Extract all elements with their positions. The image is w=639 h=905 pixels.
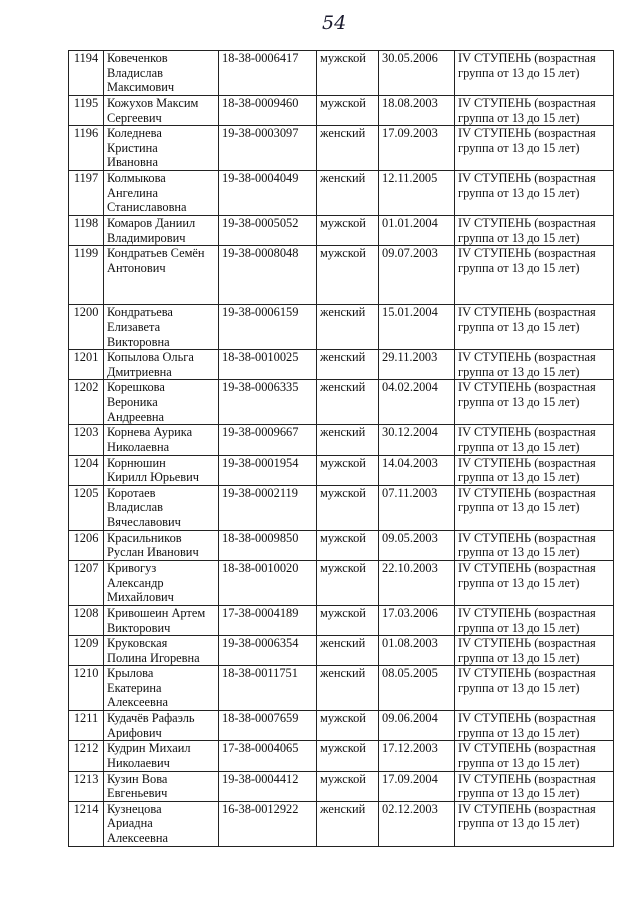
gender: женский — [317, 425, 379, 455]
birth-date: 04.02.2004 — [379, 380, 455, 425]
uin-id: 18-38-0010025 — [219, 350, 317, 380]
age-group: IV СТУПЕНЬ (возрастная группа от 13 до 15 лет) — [455, 126, 614, 171]
birth-date: 02.12.2003 — [379, 801, 455, 846]
table-row — [69, 801, 614, 846]
table-row — [69, 425, 614, 455]
row-number: 1199 — [69, 246, 104, 305]
uin-id: 18-38-0009460 — [219, 96, 317, 126]
gender: женский — [317, 171, 379, 216]
row-number: 1198 — [69, 216, 104, 246]
row-number: 1213 — [69, 771, 104, 801]
gender: мужской — [317, 51, 379, 96]
birth-date: 29.11.2003 — [379, 350, 455, 380]
age-group: IV СТУПЕНЬ (возрастная группа от 13 до 15 лет) — [455, 530, 614, 560]
table-row — [69, 741, 614, 771]
gender: мужской — [317, 530, 379, 560]
birth-date: 01.08.2003 — [379, 636, 455, 666]
uin-id: 19-38-0004049 — [219, 171, 317, 216]
birth-date: 09.06.2004 — [379, 711, 455, 741]
full-name: Кондратьев Семён Антонович — [104, 246, 219, 305]
uin-id: 19-38-0004412 — [219, 771, 317, 801]
gender: женский — [317, 350, 379, 380]
age-group: IV СТУПЕНЬ (возрастная группа от 13 до 15 лет) — [455, 605, 614, 635]
table-row — [69, 305, 614, 350]
full-name: Крылова Екатерина Алексеевна — [104, 666, 219, 711]
full-name: Кожухов Максим Сергеевич — [104, 96, 219, 126]
age-group: IV СТУПЕНЬ (возрастная группа от 13 до 15 лет) — [455, 425, 614, 455]
table-row — [69, 530, 614, 560]
table-row — [69, 485, 614, 530]
row-number: 1201 — [69, 350, 104, 380]
uin-id: 17-38-0004065 — [219, 741, 317, 771]
uin-id: 19-38-0003097 — [219, 126, 317, 171]
uin-id: 19-38-0008048 — [219, 246, 317, 305]
uin-id: 18-38-0011751 — [219, 666, 317, 711]
table-row — [69, 455, 614, 485]
age-group: IV СТУПЕНЬ (возрастная группа от 13 до 15 лет) — [455, 801, 614, 846]
uin-id: 16-38-0012922 — [219, 801, 317, 846]
full-name: Корнева Аурика Николаевна — [104, 425, 219, 455]
row-number: 1200 — [69, 305, 104, 350]
gender: женский — [317, 636, 379, 666]
table-row — [69, 216, 614, 246]
uin-id: 17-38-0004189 — [219, 605, 317, 635]
age-group: IV СТУПЕНЬ (возрастная группа от 13 до 15 лет) — [455, 51, 614, 96]
gender: мужской — [317, 741, 379, 771]
full-name: Кузин Вова Евгеньевич — [104, 771, 219, 801]
birth-date: 09.05.2003 — [379, 530, 455, 560]
uin-id: 18-38-0006417 — [219, 51, 317, 96]
age-group: IV СТУПЕНЬ (возрастная группа от 13 до 15 лет) — [455, 771, 614, 801]
uin-id: 19-38-0006354 — [219, 636, 317, 666]
age-group: IV СТУПЕНЬ (возрастная группа от 13 до 15 лет) — [455, 636, 614, 666]
gender: женский — [317, 380, 379, 425]
gender: мужской — [317, 246, 379, 305]
age-group: IV СТУПЕНЬ (возрастная группа от 13 до 15 лет) — [455, 380, 614, 425]
full-name: Кривошеин Артем Викторович — [104, 605, 219, 635]
birth-date: 12.11.2005 — [379, 171, 455, 216]
gender: мужской — [317, 711, 379, 741]
table-row — [69, 771, 614, 801]
gender: мужской — [317, 560, 379, 605]
uin-id: 19-38-0009667 — [219, 425, 317, 455]
table-row — [69, 711, 614, 741]
age-group: IV СТУПЕНЬ (возрастная группа от 13 до 15 лет) — [455, 350, 614, 380]
table-row — [69, 605, 614, 635]
uin-id: 19-38-0006335 — [219, 380, 317, 425]
age-group: IV СТУПЕНЬ (возрастная группа от 13 до 15 лет) — [455, 485, 614, 530]
table-row — [69, 126, 614, 171]
table-body — [69, 51, 614, 847]
birth-date: 17.03.2006 — [379, 605, 455, 635]
row-number: 1210 — [69, 666, 104, 711]
row-number: 1206 — [69, 530, 104, 560]
table-row — [69, 380, 614, 425]
full-name: Коротаев Владислав Вячеславович — [104, 485, 219, 530]
age-group: IV СТУПЕНЬ (возрастная группа от 13 до 15 лет) — [455, 305, 614, 350]
full-name: Коледнева Кристина Ивановна — [104, 126, 219, 171]
row-number: 1194 — [69, 51, 104, 96]
birth-date: 18.08.2003 — [379, 96, 455, 126]
table-row — [69, 171, 614, 216]
row-number: 1207 — [69, 560, 104, 605]
row-number: 1196 — [69, 126, 104, 171]
birth-date: 08.05.2005 — [379, 666, 455, 711]
row-number: 1208 — [69, 605, 104, 635]
full-name: Кондратьева Елизавета Викторовна — [104, 305, 219, 350]
gender: женский — [317, 666, 379, 711]
full-name: Корнюшин Кирилл Юрьевич — [104, 455, 219, 485]
full-name: Кривогуз Александр Михайлович — [104, 560, 219, 605]
row-number: 1214 — [69, 801, 104, 846]
birth-date: 22.10.2003 — [379, 560, 455, 605]
full-name: Копылова Ольга Дмитриевна — [104, 350, 219, 380]
row-number: 1209 — [69, 636, 104, 666]
full-name: Кудачёв Рафаэль Арифович — [104, 711, 219, 741]
uin-id: 19-38-0006159 — [219, 305, 317, 350]
age-group: IV СТУПЕНЬ (возрастная группа от 13 до 15 лет) — [455, 171, 614, 216]
age-group: IV СТУПЕНЬ (возрастная группа от 13 до 15 лет) — [455, 96, 614, 126]
row-number: 1195 — [69, 96, 104, 126]
gender: мужской — [317, 216, 379, 246]
gender: мужской — [317, 96, 379, 126]
row-number: 1205 — [69, 485, 104, 530]
birth-date: 15.01.2004 — [379, 305, 455, 350]
gender: женский — [317, 801, 379, 846]
gender: мужской — [317, 455, 379, 485]
age-group: IV СТУПЕНЬ (возрастная группа от 13 до 15 лет) — [455, 455, 614, 485]
full-name: Круковская Полина Игоревна — [104, 636, 219, 666]
birth-date: 17.09.2003 — [379, 126, 455, 171]
uin-id: 19-38-0002119 — [219, 485, 317, 530]
age-group: IV СТУПЕНЬ (возрастная группа от 13 до 15 лет) — [455, 741, 614, 771]
gender: женский — [317, 305, 379, 350]
gender: мужской — [317, 771, 379, 801]
table-row — [69, 350, 614, 380]
uin-id: 18-38-0010020 — [219, 560, 317, 605]
gender: мужской — [317, 485, 379, 530]
page-number: 54 — [322, 12, 347, 34]
table-row — [69, 636, 614, 666]
uin-id: 18-38-0007659 — [219, 711, 317, 741]
birth-date: 09.07.2003 — [379, 246, 455, 305]
birth-date: 14.04.2003 — [379, 455, 455, 485]
uin-id: 18-38-0009850 — [219, 530, 317, 560]
full-name: Корешкова Вероника Андреевна — [104, 380, 219, 425]
birth-date: 30.05.2006 — [379, 51, 455, 96]
row-number: 1203 — [69, 425, 104, 455]
table-row — [69, 246, 614, 305]
birth-date: 07.11.2003 — [379, 485, 455, 530]
birth-date: 01.01.2004 — [379, 216, 455, 246]
full-name: Комаров Даниил Владимирович — [104, 216, 219, 246]
gender: мужской — [317, 605, 379, 635]
row-number: 1202 — [69, 380, 104, 425]
full-name: Ковеченков Владислав Максимович — [104, 51, 219, 96]
uin-id: 19-38-0005052 — [219, 216, 317, 246]
gender: женский — [317, 126, 379, 171]
age-group: IV СТУПЕНЬ (возрастная группа от 13 до 15 лет) — [455, 711, 614, 741]
row-number: 1211 — [69, 711, 104, 741]
age-group: IV СТУПЕНЬ (возрастная группа от 13 до 15 лет) — [455, 666, 614, 711]
birth-date: 30.12.2004 — [379, 425, 455, 455]
full-name: Кузнецова Ариадна Алексеевна — [104, 801, 219, 846]
full-name: Кудрин Михаил Николаевич — [104, 741, 219, 771]
row-number: 1204 — [69, 455, 104, 485]
table-row — [69, 51, 614, 96]
age-group: IV СТУПЕНЬ (возрастная группа от 13 до 15 лет) — [455, 216, 614, 246]
age-group: IV СТУПЕНЬ (возрастная группа от 13 до 15 лет) — [455, 246, 614, 305]
age-group: IV СТУПЕНЬ (возрастная группа от 13 до 15 лет) — [455, 560, 614, 605]
table-row — [69, 666, 614, 711]
birth-date: 17.12.2003 — [379, 741, 455, 771]
uin-id: 19-38-0001954 — [219, 455, 317, 485]
row-number: 1212 — [69, 741, 104, 771]
full-name: Колмыкова Ангелина Станиславовна — [104, 171, 219, 216]
birth-date: 17.09.2004 — [379, 771, 455, 801]
full-name: Красильников Руслан Иванович — [104, 530, 219, 560]
participants-table — [68, 50, 614, 847]
table-row — [69, 560, 614, 605]
table-row — [69, 96, 614, 126]
row-number: 1197 — [69, 171, 104, 216]
